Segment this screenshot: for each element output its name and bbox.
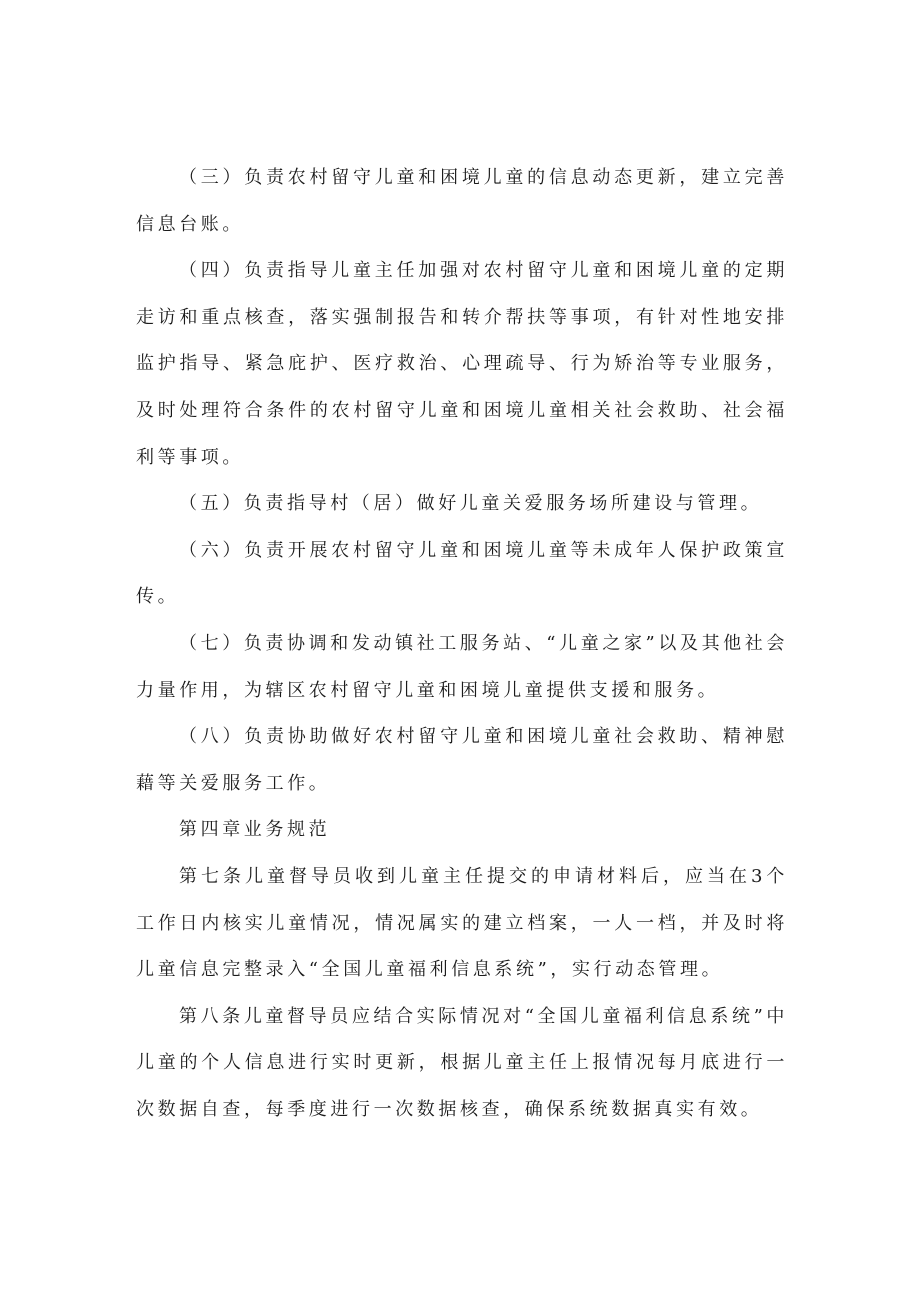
paragraph-item-5: （五）负责指导村（居）做好儿童关爱服务场所建设与管理。 [179,493,763,515]
chapter-heading: 第四章业务规范 [179,819,331,841]
paragraph-item-6: （六）负责开展农村留守儿童和困境儿童等未成年人保护政策宣传。 [136,539,788,608]
paragraph-item-8: （八）负责协助做好农村留守儿童和困境儿童社会救助、精神慰藉等关爱服务工作。 [136,726,788,794]
paragraph-item-3: （三）负责农村留守儿童和困境儿童的信息动态更新，建立完善信息台账。 [136,167,788,235]
paragraph-item-7: （七）负责协调和发动镇社工服务站、“儿童之家”以及其他社会力量作用，为辖区农村留守儿童和困境儿童提供支援和服务。 [136,632,788,701]
article-8: 第八条儿童督导员应结合实际情况对“全国儿童福利信息系统”中儿童的个人信息进行实时更新，根据儿童主任上报情况每月底进行一次数据自查，每季度进行一次数据核查，确保系统数据真实有效。 [136,1005,788,1120]
paragraph-item-4: （四）负责指导儿童主任加强对农村留守儿童和困境儿童的定期走访和重点核查，落实强制报告和转介帮扶等事项，有针对性地安排监护指导、紧急庇护、医疗救治、心理疏导、行为矫治等专业服务，及时处理符合条件的农村留守儿童和困境儿童相关社会救助、社会福利等事项。 [136,260,788,468]
article-7: 第七条儿童督导员收到儿童主任提交的申请材料后，应当在3个工作日内核实儿童情况，情况属实的建立档案，一人一档，并及时将儿童信息完整录入“全国儿童福利信息系统”，实行动态管理。 [136,865,788,981]
document-page [136,155,788,1133]
